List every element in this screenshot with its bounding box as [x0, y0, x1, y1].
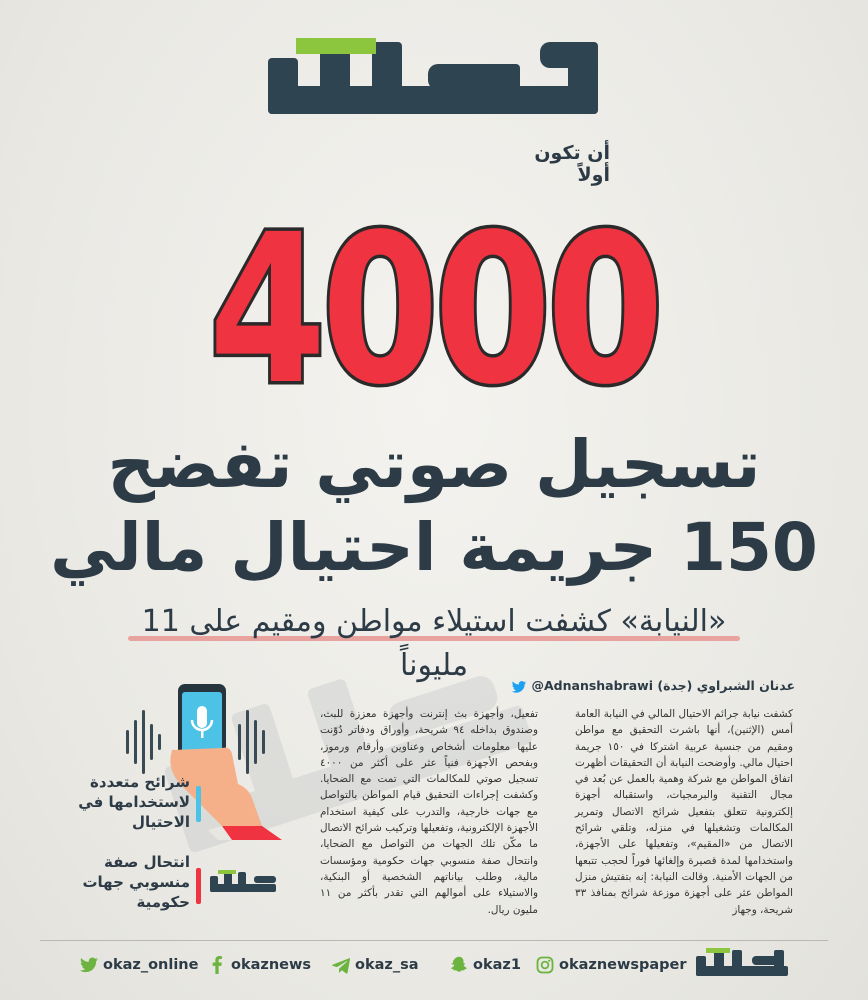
headline-number: 4000	[208, 190, 660, 430]
snapchat-handle: okaz1	[473, 957, 521, 973]
okaz-logo	[268, 38, 598, 156]
footer-facebook[interactable]	[208, 955, 311, 975]
facebook-handle: okaznews	[231, 957, 312, 973]
side-note-bar-blue	[196, 786, 201, 822]
instagram-handle: okaznewspaper	[559, 957, 687, 973]
tagline: أن تكون أولاً	[534, 142, 610, 186]
okaz-footer-logo	[696, 948, 788, 984]
footer-divider	[40, 940, 828, 941]
subhead: «النيابة» كشفت استيلاء مواطن ومقيم على 11 مليوناً	[141, 604, 727, 683]
instagram-icon	[536, 956, 554, 974]
byline	[520, 678, 795, 693]
article-column-left: تفعيل، وأجهزة بث إنترنت وأجهزة معززة للبث، وصندوق بداخله ٩٤ شريحة، وأوراق ودفاتر دُوّنت عليها معلومات أشخاص وعناوين وأرقام ورموز، وبفحص الأجهزة فنياً عثر على أكثر من ٤٠٠٠ تسجيل صوتي للمكالمات التي تمت مع الضحايا. وكشفت إجراءات التحقيق قيام المواطن بالتواصل مع جهات خارجية، والتدرب على كيفية استخدام الأجهزة الإلكترونية، وتفعيلها وتركيب شرائح الاتصال ما مكّن تلك الجهات من التواصل مع الضحايا، وانتحال صفة منسوبي جهات حكومية ومؤسسات مالية، وطلب بياناتهم الشخصية أو البنكية، والاستيلاء على أموالهم التي تقدر بأكثر من ١١ مليون ريال.	[320, 708, 538, 916]
twitter-icon	[80, 956, 98, 974]
footer-snapchat[interactable]	[450, 955, 521, 975]
footer-twitter[interactable]	[80, 955, 198, 975]
sound-wave-left	[126, 710, 161, 774]
twitter-handle: okaz_online	[103, 957, 199, 973]
footer-instagram[interactable]	[536, 955, 687, 975]
side-note-sim-cards: شرائح متعددة لاستخدامها في الاحتيال	[78, 773, 190, 831]
headline-line-1: تسجيل صوتي تفضح	[107, 426, 761, 503]
article-column-right: كشفت نيابة جرائم الاحتيال المالي في النيابة العامة أمس (الإثنين)، أنها باشرت التحقيق مع مواطن ومقيم من جنسية عربية اشتركا في ١٥٠ جريمة احتيال مالي. وأوضحت النيابة أن التحقيقات أظهرت اتفاق المواطن مع شركة وهمية بالعمل عن بُعد في مجال التقنية والبرمجيات، واستقباله أجهزة إلكترونية تتعلق بتفعيل شرائح الاتصال وتمرير المكالمات وتشغيلها في منزله، وتلقي شرائح الاتصال من «المقيم»، وتفعيلها على الأجهزة، واستخدامها لمدة قصيرة وإلغائها فوراً لحجب تتبعها من الجهات الأمنية. وقالت النيابة: إنه بتفتيش منزل المواطن عثر على أجهزة موزعة شرائح بمنافذ ٣٣ شريحة، وجهاز	[575, 708, 793, 916]
twitter-icon	[511, 681, 527, 693]
sound-wave-right	[238, 710, 265, 774]
side-note-bar-red	[196, 868, 201, 904]
okaz-small-logo	[210, 870, 276, 898]
telegram-icon	[332, 956, 350, 974]
author-handle[interactable]: Adnanshabrawi@	[531, 678, 653, 693]
snapchat-icon	[450, 956, 468, 974]
side-note-impersonation: انتحال صفة منسوبي جهات حكومية	[82, 853, 190, 911]
facebook-icon	[208, 956, 226, 974]
headline-line-2: 150 جريمة احتيال مالي	[50, 509, 818, 586]
author-name: عدنان الشبراوي (جدة)	[657, 678, 795, 693]
footer-telegram[interactable]	[332, 955, 419, 975]
telegram-handle: okaz_sa	[355, 957, 419, 973]
